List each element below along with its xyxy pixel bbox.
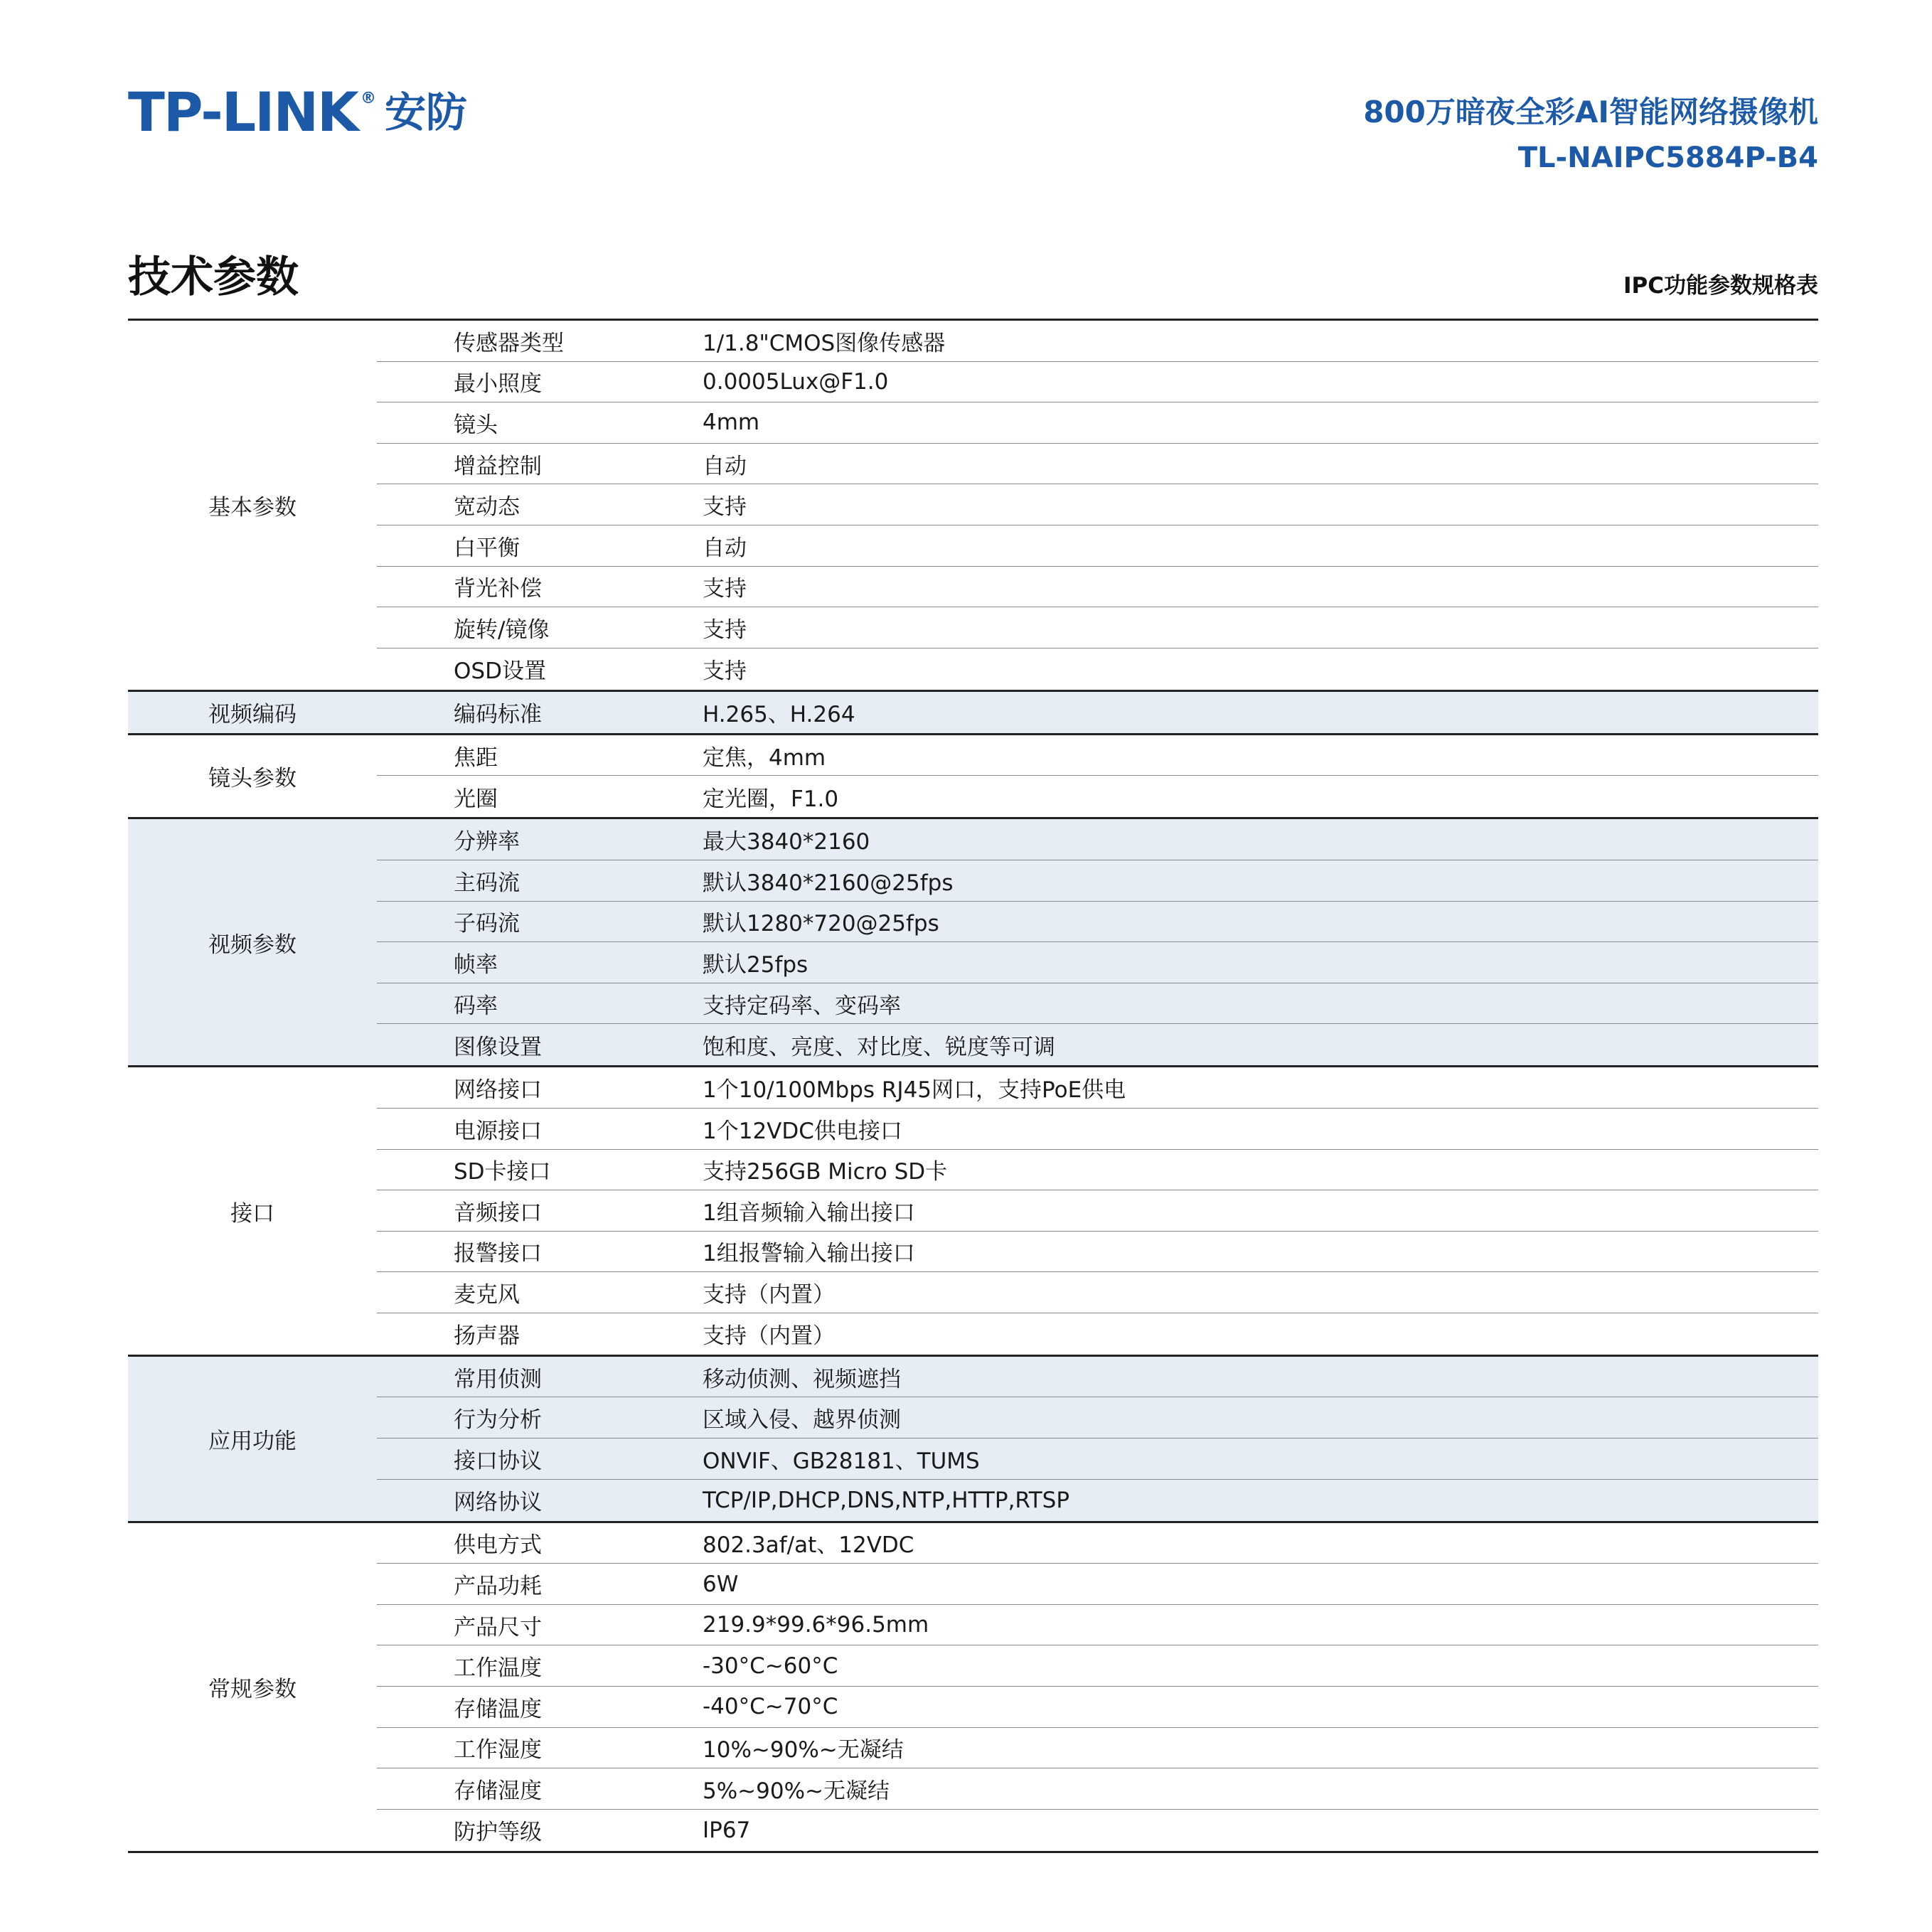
group-name: 接口: [230, 1200, 274, 1227]
param-name: 扬声器: [454, 1323, 520, 1350]
param-name: 图像设置: [454, 1034, 542, 1060]
spec-table: [128, 319, 1818, 1853]
param-value: 1/1.8"CMOS图像传感器: [703, 330, 946, 356]
param-value: 默认25fps: [703, 951, 808, 978]
param-value: 1组音频输入输出接口: [703, 1200, 915, 1226]
param-value: 支持256GB Micro SD卡: [703, 1159, 948, 1185]
param-value: 默认3840*2160@25fps: [703, 870, 954, 896]
param-value: 1组报警输入输出接口: [703, 1241, 915, 1267]
table-row: [377, 692, 1818, 733]
param-value: 5%~90%~无凝结: [703, 1778, 890, 1805]
table-row: [377, 1564, 1818, 1605]
table-row: [377, 902, 1818, 943]
param-name: 镜头: [454, 412, 498, 438]
product-model: TL-NAIPC5884P-B4: [1517, 142, 1818, 174]
brand-logo: [128, 80, 467, 144]
param-name: 旋转/镜像: [454, 617, 550, 643]
group-rows: [377, 1357, 1818, 1521]
spec-group: [128, 692, 1818, 735]
param-value: 自动: [703, 453, 747, 479]
param-value: 219.9*99.6*96.5mm: [703, 1612, 929, 1638]
param-value: 支持（内置）: [703, 1282, 835, 1308]
param-name: 编码标准: [454, 702, 542, 728]
param-name: 存储湿度: [454, 1778, 542, 1805]
param-value: -40°C~70°C: [703, 1694, 838, 1720]
table-row: [377, 444, 1818, 485]
param-value: 定焦，4mm: [703, 744, 826, 771]
table-row: [377, 607, 1818, 649]
param-value: 1个10/100Mbps RJ45网口，支持PoE供电: [703, 1077, 1126, 1104]
table-row: [377, 362, 1818, 403]
table-row: [377, 1190, 1818, 1232]
spec-group: [128, 735, 1818, 820]
param-name: 电源接口: [454, 1118, 542, 1144]
param-value: 定光圈，F1.0: [703, 786, 839, 812]
section-title: 技术参数: [128, 252, 299, 302]
param-name: 背光补偿: [454, 576, 542, 602]
table-row: [377, 321, 1818, 362]
table-row: [377, 1810, 1818, 1851]
param-name: 麦克风: [454, 1282, 520, 1308]
param-value: 支持: [703, 617, 747, 643]
table-row: [377, 1232, 1818, 1273]
param-name: SD卡接口: [454, 1159, 551, 1185]
param-name: 音频接口: [454, 1200, 542, 1226]
group-rows: [377, 735, 1818, 818]
product-header: [1363, 91, 1818, 182]
group-name: 视频编码: [208, 702, 297, 728]
param-value: IP67: [703, 1817, 751, 1843]
param-name: 子码流: [454, 911, 520, 937]
param-value: 802.3af/at、12VDC: [703, 1532, 914, 1559]
param-name: OSD设置: [454, 658, 546, 685]
param-name: 白平衡: [454, 535, 520, 561]
param-value: 默认1280*720@25fps: [703, 911, 939, 937]
param-name: 工作湿度: [454, 1737, 542, 1763]
param-value: H.265、H.264: [703, 702, 855, 728]
param-name: 防护等级: [454, 1820, 542, 1846]
table-row: [377, 819, 1818, 860]
group-rows: [377, 819, 1818, 1065]
param-name: 码率: [454, 993, 498, 1019]
param-name: 产品功耗: [454, 1574, 542, 1600]
param-name: 网络协议: [454, 1490, 542, 1516]
param-value: 支持（内置）: [703, 1323, 835, 1350]
param-name: 常用侦测: [454, 1366, 542, 1392]
table-row: [377, 484, 1818, 525]
logo-wordmark: TP-LINK: [128, 80, 358, 144]
spec-group: [128, 1357, 1818, 1523]
param-name: 主码流: [454, 870, 520, 896]
group-rows: [377, 321, 1818, 690]
table-row: [377, 1313, 1818, 1355]
param-value: 支持: [703, 576, 747, 602]
table-row: [377, 1397, 1818, 1439]
table-row: [377, 567, 1818, 608]
table-row: [377, 1357, 1818, 1398]
param-value: 支持定码率、变码率: [703, 993, 901, 1019]
product-name: 800万暗夜全彩AI智能网络摄像机: [1363, 95, 1818, 129]
spec-group: [128, 1523, 1818, 1853]
param-name: 行为分析: [454, 1407, 542, 1434]
table-row: [377, 1480, 1818, 1521]
param-name: 分辨率: [454, 829, 520, 855]
param-value: 区域入侵、越界侦测: [703, 1407, 901, 1434]
table-row: [377, 1687, 1818, 1728]
param-value: 最大3840*2160: [703, 829, 870, 855]
logo-subtitle: 安防: [384, 88, 467, 137]
group-rows: [377, 1523, 1818, 1851]
table-row: [377, 1024, 1818, 1065]
table-row: [377, 1605, 1818, 1646]
param-name: 接口协议: [454, 1448, 542, 1474]
table-row: [377, 1523, 1818, 1564]
table-row: [377, 983, 1818, 1025]
sheet-label: IPC功能参数规格表: [1623, 273, 1818, 299]
table-row: [377, 1728, 1818, 1769]
table-row: [377, 1272, 1818, 1313]
spec-group: [128, 321, 1818, 692]
param-name: 工作温度: [454, 1655, 542, 1682]
param-value: 10%~90%~无凝结: [703, 1737, 904, 1763]
group-name: 视频参数: [208, 932, 297, 958]
param-value: ONVIF、GB28181、TUMS: [703, 1448, 980, 1474]
param-value: 移动侦测、视频遮挡: [703, 1366, 901, 1392]
spec-group: [128, 819, 1818, 1067]
group-rows: [377, 692, 1818, 733]
group-name: 常规参数: [208, 1676, 297, 1702]
param-value: TCP/IP,DHCP,DNS,NTP,HTTP,RTSP: [703, 1487, 1070, 1513]
param-value: 1个12VDC供电接口: [703, 1118, 902, 1144]
group-name: 镜头参数: [208, 766, 297, 792]
param-name: 光圈: [454, 786, 498, 812]
table-row: [377, 1439, 1818, 1480]
param-value: 4mm: [703, 410, 760, 436]
param-value: 支持: [703, 494, 747, 521]
table-row: [377, 1645, 1818, 1687]
table-row: [377, 525, 1818, 567]
table-row: [377, 1150, 1818, 1191]
param-name: 供电方式: [454, 1532, 542, 1559]
param-name: 报警接口: [454, 1241, 542, 1267]
param-name: 焦距: [454, 744, 498, 771]
table-row: [377, 402, 1818, 444]
param-name: 宽动态: [454, 494, 520, 521]
param-name: 网络接口: [454, 1077, 542, 1104]
group-name: 基本参数: [208, 494, 297, 521]
param-value: 自动: [703, 535, 747, 561]
registered-mark: ®: [360, 90, 376, 107]
table-row: [377, 649, 1818, 690]
param-value: 饱和度、亮度、对比度、锐度等可调: [703, 1034, 1055, 1060]
param-name: 存储温度: [454, 1696, 542, 1722]
param-value: 0.0005Lux@F1.0: [703, 368, 889, 395]
param-name: 帧率: [454, 951, 498, 978]
table-row: [377, 1768, 1818, 1810]
table-row: [377, 1109, 1818, 1150]
group-name: 应用功能: [208, 1428, 297, 1454]
table-row: [377, 860, 1818, 902]
spec-group: [128, 1067, 1818, 1357]
param-name: 增益控制: [454, 453, 542, 479]
param-value: 6W: [703, 1571, 739, 1597]
param-name: 传感器类型: [454, 330, 564, 356]
param-value: 支持: [703, 658, 747, 685]
param-name: 产品尺寸: [454, 1614, 542, 1640]
table-row: [377, 1067, 1818, 1109]
group-rows: [377, 1067, 1818, 1355]
table-row: [377, 942, 1818, 983]
table-row: [377, 776, 1818, 817]
table-row: [377, 735, 1818, 776]
param-value: -30°C~60°C: [703, 1653, 838, 1679]
param-name: 最小照度: [454, 371, 542, 397]
